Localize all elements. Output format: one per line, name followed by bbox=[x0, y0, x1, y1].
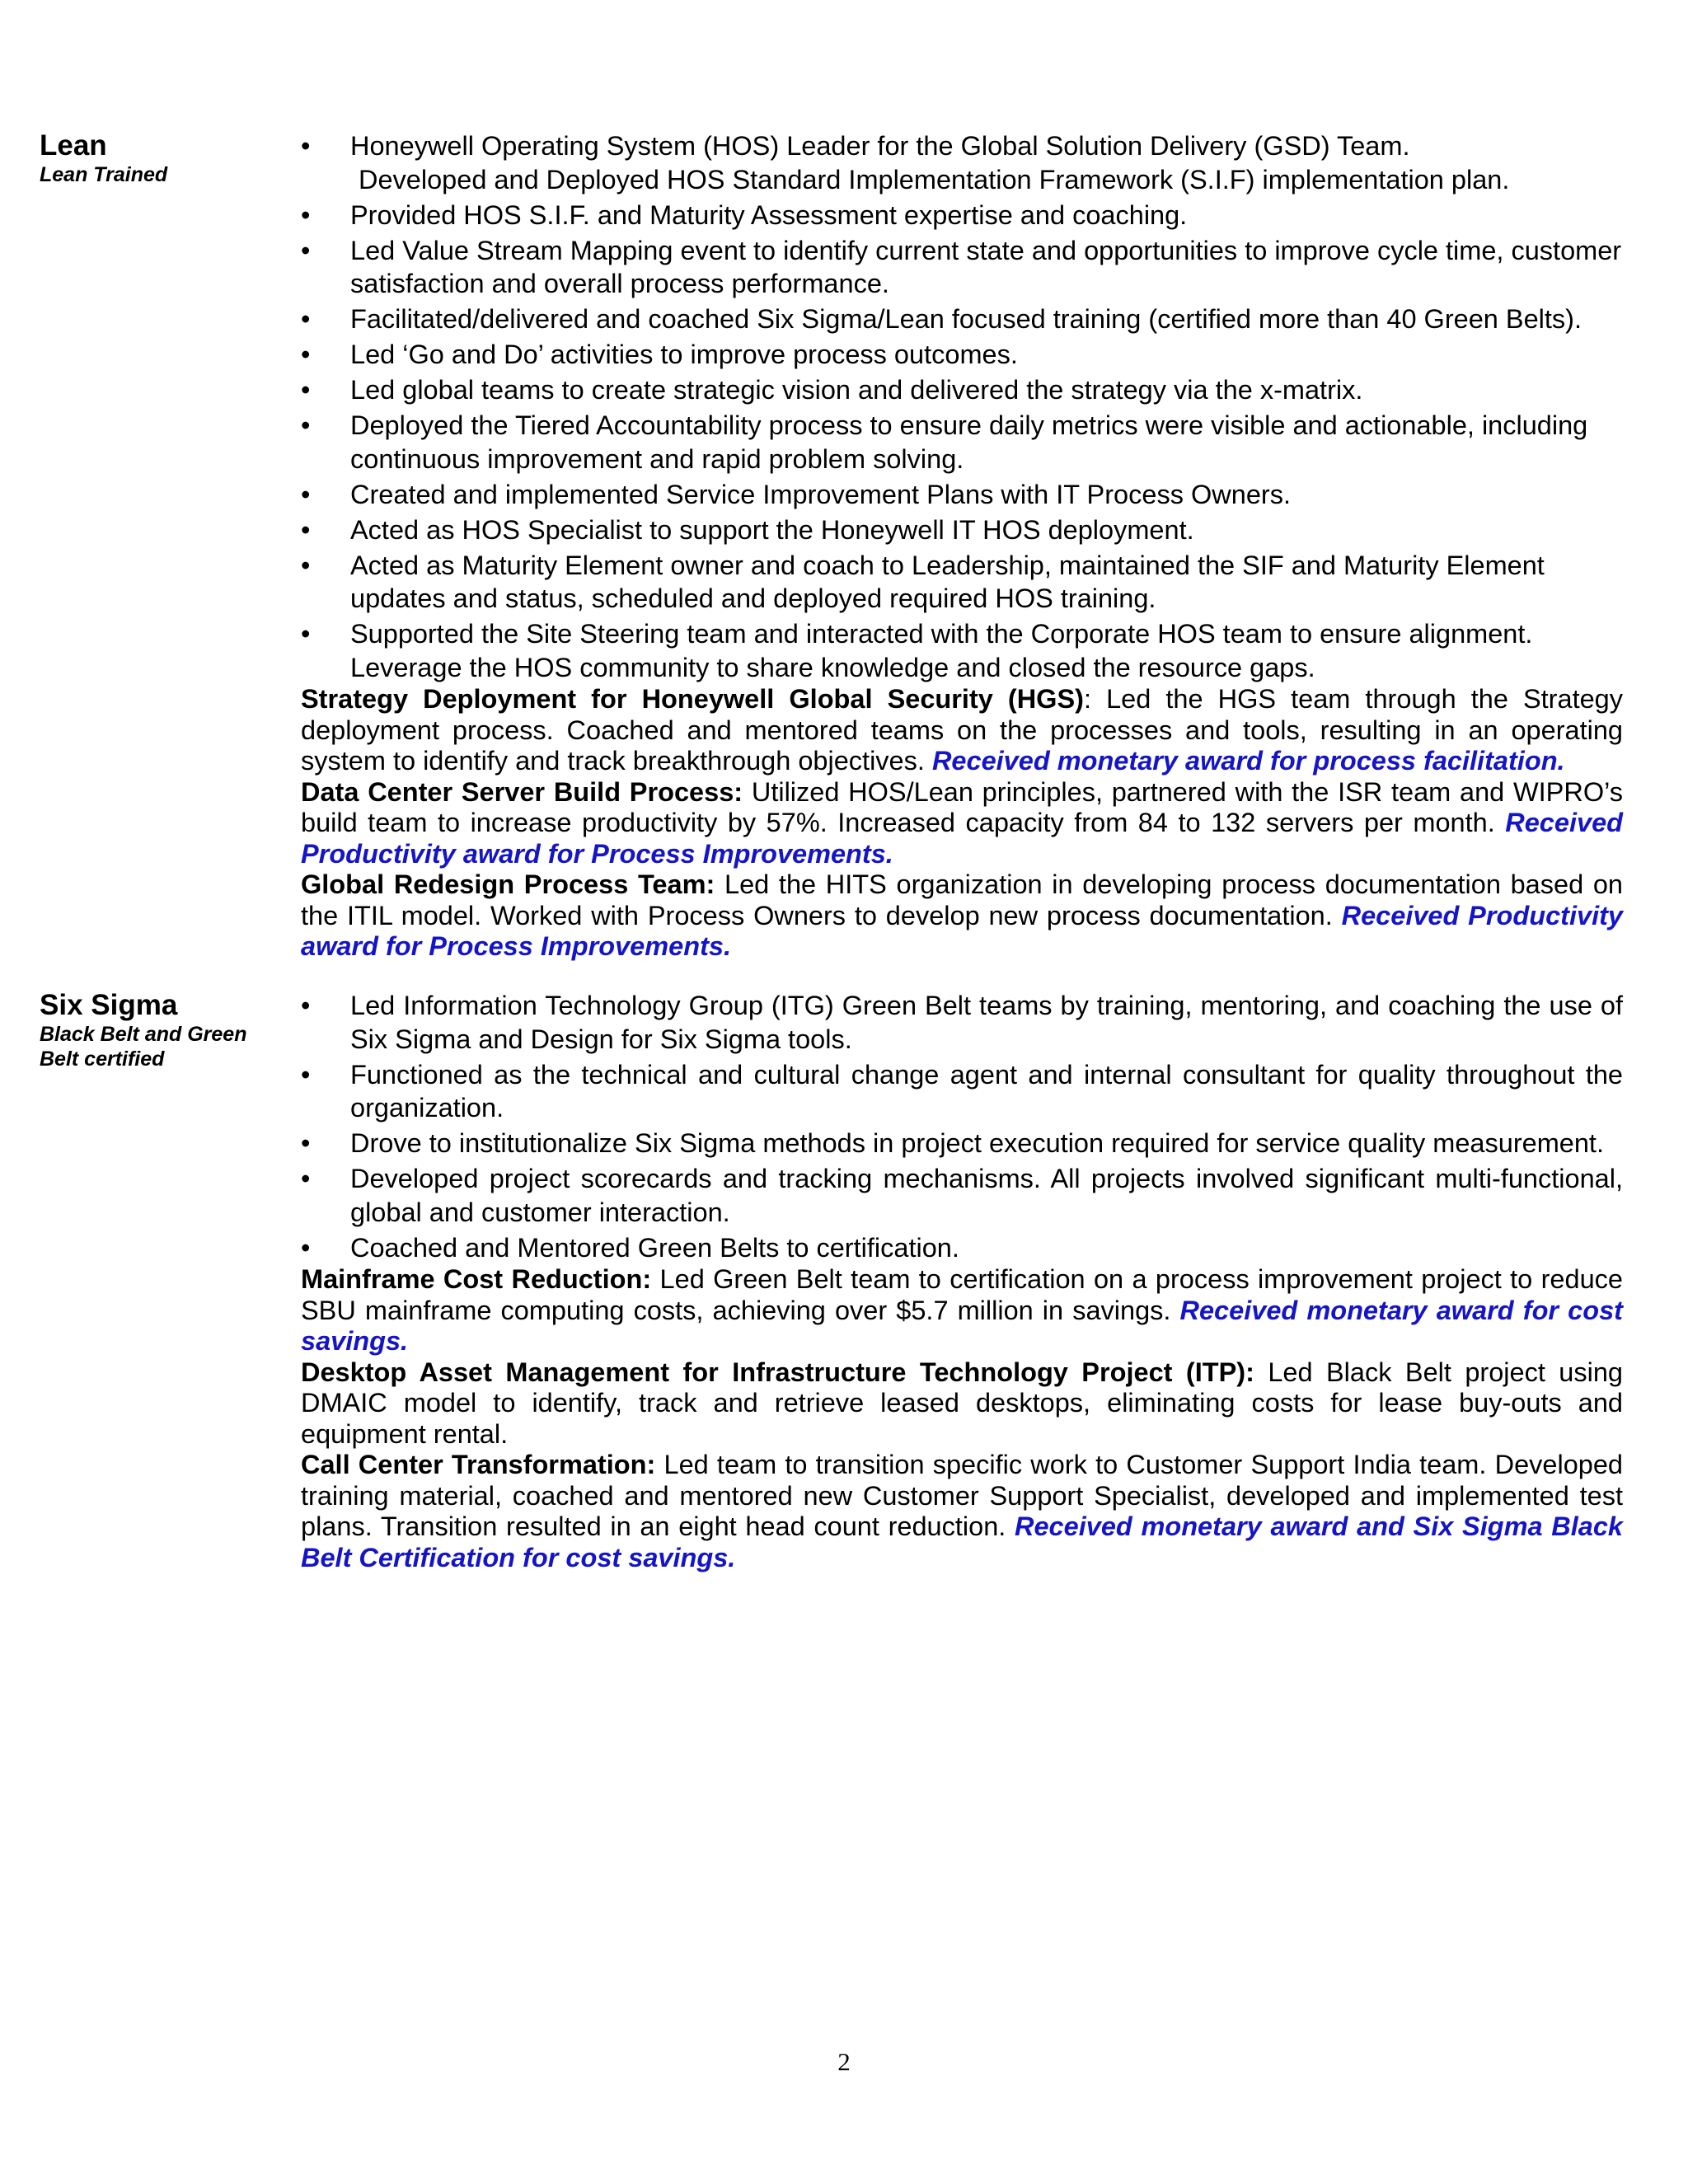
project-heading: Desktop Asset Management for Infrastructure Technology Project (ITP): bbox=[301, 1357, 1254, 1387]
list-item: • Honeywell Operating System (HOS) Leader for the Global Solution Delivery (GSD) Team. Developed and Deployed HOS Standard Implementation Framework (S.I.F) implementation plan. bbox=[301, 131, 1510, 194]
list-item: • Facilitated/delivered and coached Six Sigma/Lean focused training (certified more than 40 Green Belts). bbox=[301, 302, 1623, 336]
six-sigma-subtitle-line1: Black Belt and Green bbox=[40, 1023, 247, 1046]
award-text: Received monetary award and Six Sigma Black Belt Certification for cost savings. bbox=[301, 1511, 1623, 1572]
project-heading: Mainframe Cost Reduction: bbox=[301, 1264, 652, 1294]
project-heading: Data Center Server Build Process: bbox=[301, 776, 743, 807]
list-item: • Acted as Maturity Element owner and coach to Leadership, maintained the SIF and Maturity Element updates and status, scheduled and deployed required HOS training. bbox=[301, 550, 1545, 613]
six-sigma-bullet-list bbox=[301, 989, 1623, 1264]
lean-bullet-list bbox=[301, 129, 1623, 684]
bullet-icon: • bbox=[301, 619, 311, 649]
list-item: • Developed project scorecards and tracking mechanisms. All projects involved significant multi-functional, global and customer interaction. bbox=[301, 1164, 1623, 1227]
list-item: • Led Information Technology Group (ITG) Green Belt teams by training, mentoring, and coaching the use of Six Sigma and Design for Six Sigma tools. bbox=[301, 991, 1623, 1054]
lean-sidebar bbox=[40, 129, 287, 187]
bullet-icon: • bbox=[301, 1232, 311, 1263]
list-item: • Led Value Stream Mapping event to identify current state and opportunities to improve cycle time, customer satisfaction and overall process performance. bbox=[301, 235, 1622, 298]
project-heading: Call Center Transformation: bbox=[301, 1450, 656, 1479]
bullet-icon: • bbox=[301, 479, 311, 509]
list-item: • Led ‘Go and Do’ activities to improve process outcomes. bbox=[301, 338, 1623, 372]
award-text: Received monetary award for process facilitation. bbox=[931, 746, 1565, 776]
bullet-icon: • bbox=[301, 340, 311, 369]
bullet-icon: • bbox=[301, 991, 311, 1020]
list-item: • Led global teams to create strategic vision and delivered the strategy via the x-matrix. bbox=[301, 373, 1623, 407]
project-paragraph: Call Center Transformation: Led team to transition specific work to Customer Support India team. Developed training material, coached and mentored new Customer Support Specialist, developed and implemented test plans. Transition resulted in an eight head count reduction. Received monetary award and Six Sigma Black Belt Certification for cost savings. bbox=[301, 1450, 1623, 1572]
bullet-icon: • bbox=[301, 375, 311, 405]
bullet-icon: • bbox=[301, 550, 311, 580]
bullet-icon: • bbox=[301, 131, 311, 161]
project-paragraph: Mainframe Cost Reduction: Led Green Belt team to certification on a process improvement project to reduce SBU mainframe computing costs, achieving over $5.7 million in savings. Received monetary award for cost savings. bbox=[301, 1264, 1623, 1356]
award-text: Received Productivity award for Process Improvements. bbox=[301, 808, 1623, 869]
list-item: • Provided HOS S.I.F. and Maturity Assessment expertise and coaching. bbox=[301, 199, 1623, 232]
six-sigma-content bbox=[301, 989, 1623, 1573]
award-text: Received Productivity award for Process Improvements. bbox=[301, 900, 1623, 961]
project-heading: Strategy Deployment for Honeywell Global Security (HGS) bbox=[301, 684, 1084, 714]
six-sigma-title: Six Sigma bbox=[40, 989, 178, 1021]
project-paragraph: Data Center Server Build Process: Utilized HOS/Lean principles, partnered with the ISR team and WIPRO’s build team to increase productivity by 57%. Increased capacity from 84 to 132 servers per month. Received Productivity award for Process Improvements. bbox=[301, 776, 1623, 869]
bullet-icon: • bbox=[301, 1128, 311, 1158]
list-item: • Deployed the Tiered Accountability process to ensure daily metrics were visible and actionable, including continuous improvement and rapid problem solving. bbox=[301, 410, 1588, 474]
list-item: • Created and implemented Service Improvement Plans with IT Process Owners. bbox=[301, 478, 1623, 512]
project-paragraph: Global Redesign Process Team: Led the HITS organization in developing process documentation based on the ITIL model. Worked with Process Owners to develop new process documentation. Received Productivity award for Process Improvements. bbox=[301, 869, 1623, 961]
lean-content bbox=[301, 129, 1623, 963]
bullet-icon: • bbox=[301, 410, 311, 440]
bullet-icon: • bbox=[301, 1164, 311, 1193]
list-item: • Drove to institutionalize Six Sigma methods in project execution required for service quality measurement. bbox=[301, 1127, 1623, 1160]
bullet-icon: • bbox=[301, 235, 311, 265]
project-paragraph: Desktop Asset Management for Infrastructure Technology Project (ITP): Led Black Belt project using DMAIC model to identify, track and retrieve leased desktops, eliminating costs for lease buy-outs and equipment rental. bbox=[301, 1357, 1623, 1449]
lean-subtitle: Lean Trained bbox=[40, 163, 168, 186]
award-text: Received monetary award for cost savings. bbox=[301, 1295, 1623, 1356]
project-paragraph: Strategy Deployment for Honeywell Global Security (HGS): Led the HGS team through the Strategy deployment process. Coached and mentored teams on the processes and tools, resulting in an operating system to identify and track breakthrough objectives. Received monetary award for process facilitation. bbox=[301, 684, 1623, 776]
list-item: • Coached and Mentored Green Belts to certification. bbox=[301, 1231, 1623, 1265]
project-heading: Global Redesign Process Team: bbox=[301, 869, 715, 899]
bullet-icon: • bbox=[301, 514, 311, 545]
lean-title: Lean bbox=[40, 129, 107, 162]
bullet-icon: • bbox=[301, 1059, 311, 1090]
list-item: • Supported the Site Steering team and interacted with the Corporate HOS team to ensure alignment. Leverage the HOS community to share knowledge and closed the resource gaps. bbox=[301, 619, 1533, 682]
bullet-icon: • bbox=[301, 304, 311, 334]
list-item: • Functioned as the technical and cultural change agent and internal consultant for quality throughout the organization. bbox=[301, 1059, 1623, 1122]
list-item: • Acted as HOS Specialist to support the Honeywell IT HOS deployment. bbox=[301, 513, 1623, 547]
bullet-icon: • bbox=[301, 199, 311, 230]
six-sigma-subtitle-line2: Belt certified bbox=[40, 1047, 165, 1071]
page-number: 2 bbox=[837, 2047, 851, 2076]
six-sigma-sidebar bbox=[40, 989, 287, 1071]
